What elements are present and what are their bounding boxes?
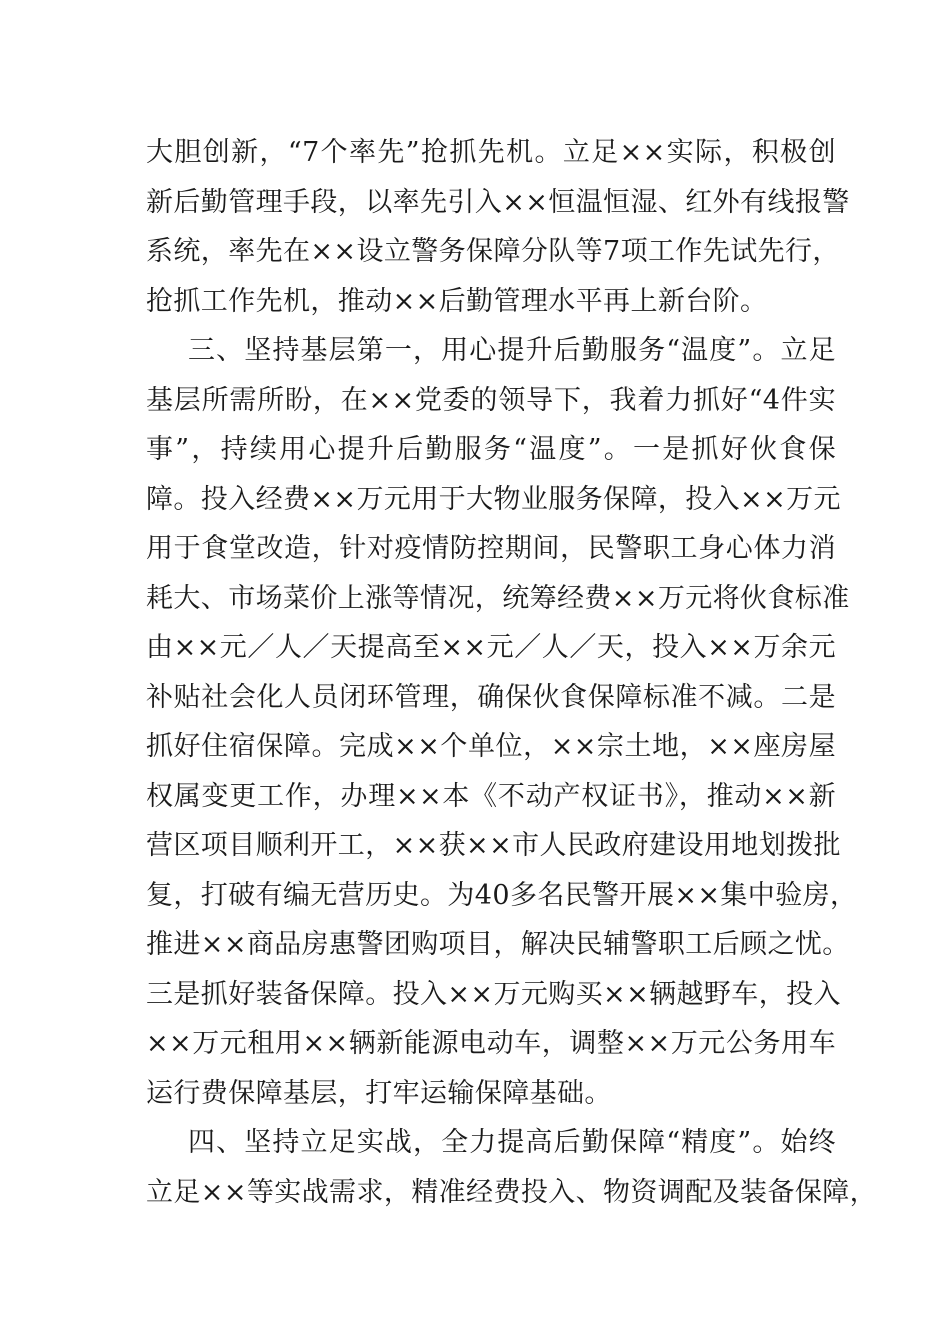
document-body: [146, 128, 878, 1217]
text-line: 营区项目顺利开工，××获××市人民政府建设用地划拨批: [146, 830, 841, 861]
text-line: 新后勤管理手段，以率先引入××恒温恒湿、红外有线报警: [146, 186, 850, 218]
paragraph-2: [146, 326, 858, 1118]
text-line: 障。投入经费××万元用于大物业服务保障，投入××万元: [146, 483, 841, 515]
text-line: 事”，持续用心提升后勤服务“温度”。一是抓好伙食保: [146, 434, 836, 465]
text-line: 抓好住宿保障。完成××个单位，××宗土地，××座房屋: [146, 731, 836, 762]
text-line: 立足××等实战需求，精准经费投入、物资调配及装备保障，: [146, 1176, 878, 1208]
text-line: 耗大、市场菜价上涨等情况，统筹经费××万元将伙食标准: [146, 582, 850, 614]
text-line: 基层所需所盼，在××党委的领导下，我着力抓好“4件实: [146, 384, 836, 416]
text-line: 四、坚持立足实战，全力提高后勤保障“精度”。始终: [188, 1127, 836, 1158]
text-line: 抢抓工作先机，推动××后勤管理水平再上新台阶。: [146, 285, 768, 317]
text-line: 由××元／人／天提高至××元／人／天，投入××万余元: [146, 632, 836, 663]
text-line: 复，打破有编无营历史。为40多名民警开展××集中验房，: [146, 879, 858, 911]
text-line: 系统，率先在××设立警务保障分队等7项工作先试先行，: [146, 236, 840, 267]
text-line: 三、坚持基层第一，用心提升后勤服务“温度”。立足: [188, 335, 836, 366]
text-line: 推进××商品房惠警团购项目，解决民辅警职工后顾之忧。: [146, 929, 850, 960]
text-line: ××万元租用××辆新能源电动车，调整××万元公务用车: [146, 1028, 836, 1059]
text-line: 大胆创新，“7个率先”抢抓先机。立足××实际，积极创: [146, 137, 836, 168]
text-line: 用于食堂改造，针对疫情防控期间，民警职工身心体力消: [146, 533, 836, 564]
paragraph-3: [146, 1118, 878, 1217]
text-line: 权属变更工作，办理××本《不动产权证书》，推动××新: [146, 780, 836, 812]
paragraph-1: [146, 128, 850, 326]
text-line: 补贴社会化人员闭环管理，确保伙食保障标准不减。二是: [146, 681, 836, 713]
text-line: 三是抓好装备保障。投入××万元购买××辆越野车，投入: [146, 978, 841, 1010]
text-line: 运行费保障基层，打牢运输保障基础。: [146, 1077, 612, 1109]
